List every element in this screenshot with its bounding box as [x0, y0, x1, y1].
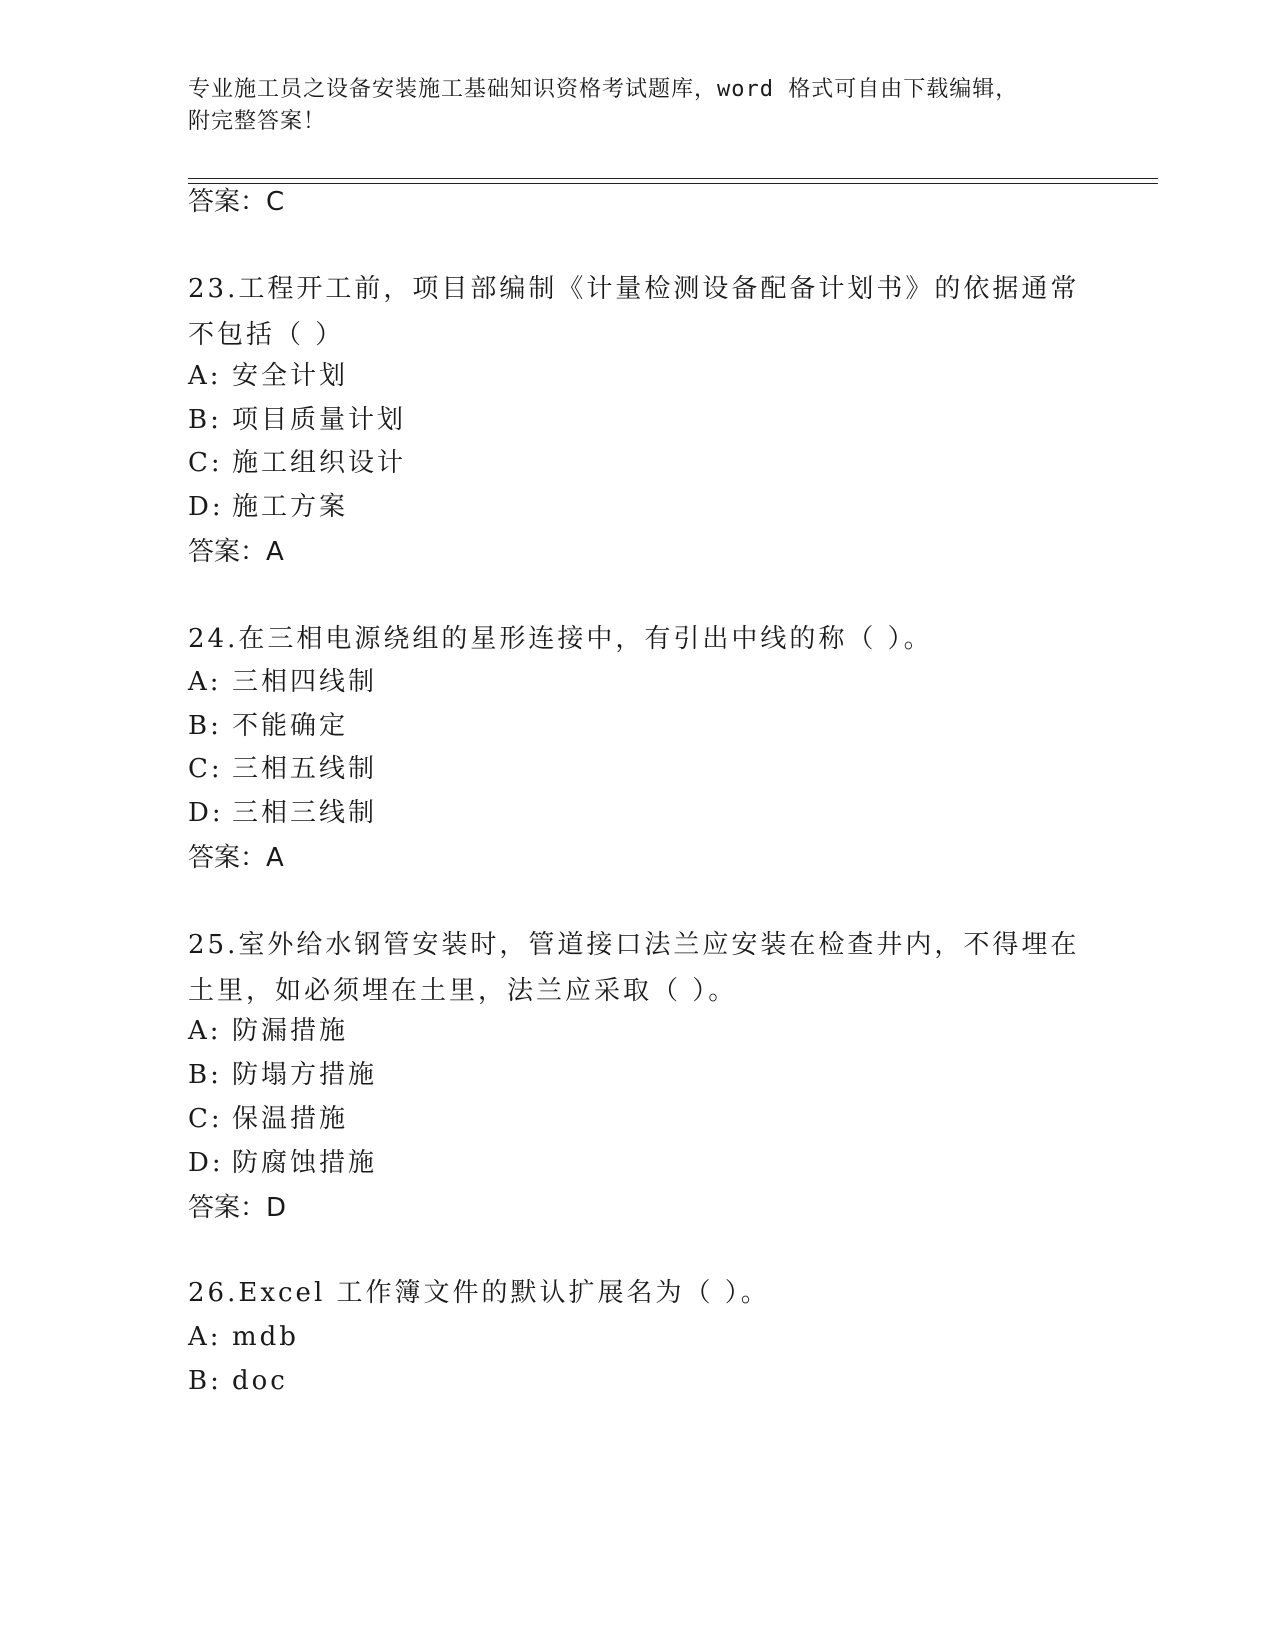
option-key: B:: [188, 405, 222, 435]
question-25: 25.室外给水钢管安装时，管道接口法兰应安装在检查井内，不得埋在土里，如必须埋在土里，法兰应采取（ ）。: [188, 930, 1080, 1006]
option-text: mdb: [232, 1322, 299, 1352]
answer-previous: 答案：C: [188, 187, 285, 217]
option-key: C:: [188, 754, 223, 784]
option-key: A:: [188, 1016, 222, 1046]
option-text: 安全计划: [232, 361, 349, 391]
question-23: 23.工程开工前，项目部编制《计量检测设备配备计划书》的依据通常不包括（ ）: [188, 274, 1080, 350]
header-line-2: 附完整答案！: [188, 109, 327, 134]
option-24-c: [188, 751, 377, 787]
option-26-a: [188, 1319, 299, 1355]
option-24-b: [188, 708, 348, 744]
option-key: D:: [188, 492, 224, 522]
header-divider-top: [188, 178, 1158, 179]
option-text: 施工组织设计: [232, 448, 407, 478]
option-text: 保温措施: [232, 1104, 349, 1134]
option-key: C:: [188, 1104, 223, 1134]
question-24: 24.在三相电源绕组的星形连接中，有引出中线的称（ ）。: [188, 624, 933, 654]
option-24-d: [188, 795, 377, 831]
option-text: 防腐蚀措施: [232, 1148, 378, 1178]
option-text: 防塌方措施: [232, 1060, 378, 1090]
answer-23: 答案：A: [188, 537, 284, 567]
question-26: 26.Excel 工作簿文件的默认扩展名为（ ）。: [188, 1278, 770, 1308]
option-23-a: [188, 358, 348, 394]
page-header: [188, 74, 1088, 138]
option-25-d: [188, 1145, 377, 1181]
option-key: B:: [188, 1366, 222, 1396]
option-key: A:: [188, 1322, 222, 1352]
option-26-b: [188, 1363, 288, 1399]
option-key: B:: [188, 1060, 222, 1090]
header-line-1: 专业施工员之设备安装施工基础知识资格考试题库，word 格式可自由下载编辑，: [188, 77, 1019, 102]
option-text: 三相四线制: [232, 667, 378, 697]
option-key: C:: [188, 448, 223, 478]
option-24-a: [188, 664, 377, 700]
option-key: B:: [188, 711, 222, 741]
option-25-c: [188, 1101, 348, 1137]
option-text: 不能确定: [232, 711, 349, 741]
option-key: D:: [188, 798, 224, 828]
option-text: 项目质量计划: [232, 405, 407, 435]
answer-24: 答案：A: [188, 843, 284, 873]
option-23-b: [188, 402, 406, 438]
option-text: 三相三线制: [232, 798, 378, 828]
option-text: 防漏措施: [232, 1016, 349, 1046]
option-key: D:: [188, 1148, 224, 1178]
option-text: doc: [232, 1366, 288, 1396]
header-divider-bottom: [188, 183, 1158, 184]
option-text: 施工方案: [232, 492, 349, 522]
option-23-c: [188, 445, 406, 481]
option-key: A:: [188, 361, 222, 391]
option-25-a: [188, 1013, 348, 1049]
option-key: A:: [188, 667, 222, 697]
option-23-d: [188, 489, 348, 525]
option-25-b: [188, 1057, 377, 1093]
option-text: 三相五线制: [232, 754, 378, 784]
answer-25: 答案：D: [188, 1193, 287, 1223]
